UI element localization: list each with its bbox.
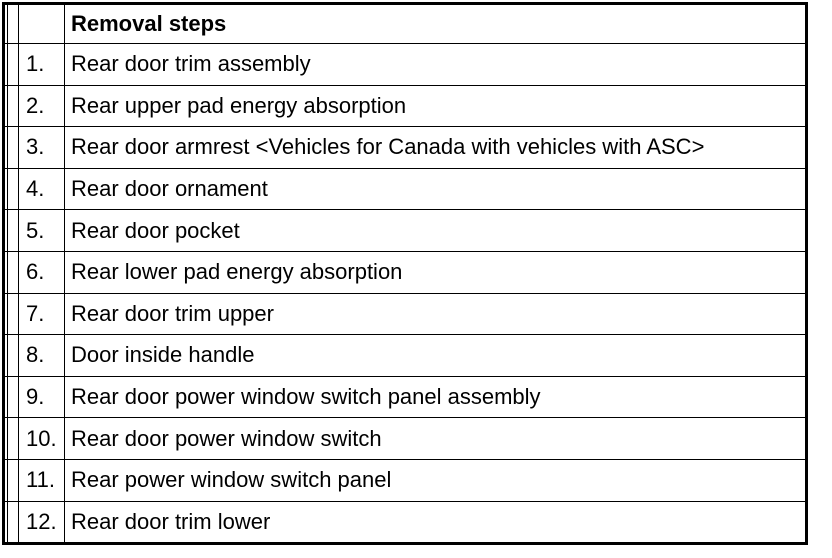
margin-cell xyxy=(8,44,19,86)
removal-steps-table xyxy=(2,2,808,545)
step-text: Rear power window switch panel xyxy=(65,459,807,501)
margin-cell xyxy=(8,210,19,252)
step-text: Rear door trim assembly xyxy=(65,44,807,86)
step-text: Rear door trim upper xyxy=(65,293,807,335)
table-row xyxy=(4,376,807,418)
table-row xyxy=(4,418,807,460)
table-row xyxy=(4,501,807,544)
table-row xyxy=(4,293,807,335)
margin-cell xyxy=(8,168,19,210)
margin-cell xyxy=(8,293,19,335)
table-row xyxy=(4,127,807,169)
number-header-cell xyxy=(19,4,65,44)
step-text: Rear door armrest <Vehicles for Canada with vehicles with ASC> xyxy=(65,127,807,169)
step-text: Rear door ornament xyxy=(65,168,807,210)
margin-cell xyxy=(8,459,19,501)
step-text: Rear door trim lower xyxy=(65,501,807,544)
step-number: 12. xyxy=(19,501,65,544)
margin-cell xyxy=(8,4,19,44)
step-text: Door inside handle xyxy=(65,335,807,377)
step-number: 1. xyxy=(19,44,65,86)
step-number: 4. xyxy=(19,168,65,210)
step-text: Rear lower pad energy absorption xyxy=(65,251,807,293)
margin-cell xyxy=(8,501,19,544)
table-header-row xyxy=(4,4,807,44)
step-number: 9. xyxy=(19,376,65,418)
margin-cell xyxy=(8,335,19,377)
table-row xyxy=(4,251,807,293)
table-body xyxy=(4,4,807,544)
step-number: 10. xyxy=(19,418,65,460)
table-row xyxy=(4,44,807,86)
step-text: Rear door power window switch panel assembly xyxy=(65,376,807,418)
step-text: Rear door power window switch xyxy=(65,418,807,460)
step-number: 7. xyxy=(19,293,65,335)
step-text: Rear door pocket xyxy=(65,210,807,252)
step-number: 8. xyxy=(19,335,65,377)
table-row xyxy=(4,210,807,252)
table-row xyxy=(4,335,807,377)
margin-cell xyxy=(8,127,19,169)
table-row xyxy=(4,85,807,127)
margin-cell xyxy=(8,418,19,460)
step-number: 2. xyxy=(19,85,65,127)
margin-cell xyxy=(8,376,19,418)
table-row xyxy=(4,168,807,210)
margin-cell xyxy=(8,251,19,293)
step-number: 3. xyxy=(19,127,65,169)
step-text: Rear upper pad energy absorption xyxy=(65,85,807,127)
table-row xyxy=(4,459,807,501)
step-number: 5. xyxy=(19,210,65,252)
step-number: 11. xyxy=(19,459,65,501)
table-header: Removal steps xyxy=(65,4,807,44)
margin-cell xyxy=(8,85,19,127)
step-number: 6. xyxy=(19,251,65,293)
